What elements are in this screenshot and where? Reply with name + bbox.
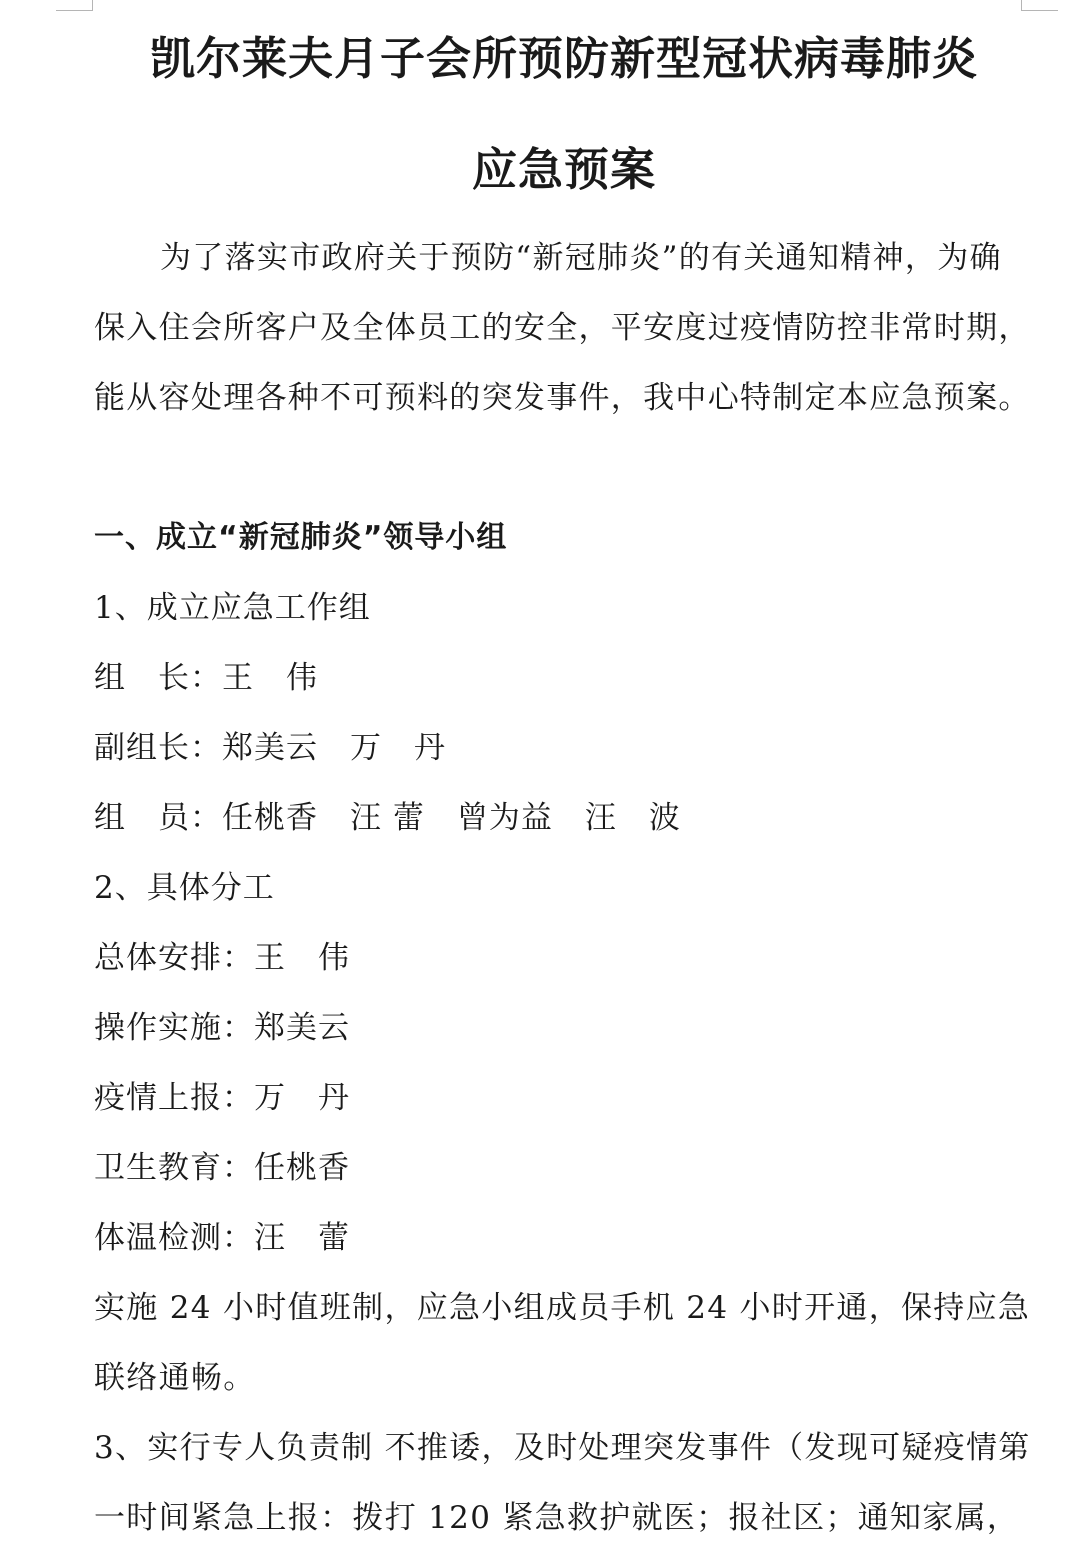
item-responsibility-paragraph: 3、实行专人负责制 不推诿，及时处理突发事件（发现可疑疫情第一时间紧急上报：拨打 120 紧急救护就医；报社区；通知家属， (94, 1430, 1031, 1536)
document-title-line2: 应急预案 (471, 143, 656, 196)
duty-education: 卫生教育：任桃香 (94, 1150, 350, 1186)
document-title-line1: 凯尔莱夫月子会所预防新型冠状病毒肺炎 (149, 32, 978, 85)
leader-line: 组 长：王 伟 (94, 660, 318, 696)
section-heading-leadership-group: 一、成立“新冠肺炎”领导小组 (94, 520, 508, 555)
item-emergency-work-group: 1、成立应急工作组 (94, 590, 371, 626)
intro-paragraph: 为了落实市政府关于预防“新冠肺炎”的有关通知精神，为确保入住会所客户及全体员工的安全，平安度过疫情防控非常时期，能从容处理各种不可预料的突发事件，我中心特制定本应急预案。 (94, 240, 1031, 416)
duty-overall: 总体安排：王 伟 (94, 940, 350, 976)
item-division-of-labor: 2、具体分工 (94, 870, 275, 906)
crop-mark-left (56, 0, 93, 11)
duty-temperature: 体温检测：汪 蕾 (94, 1220, 350, 1256)
deputy-leader-line: 副组长：郑美云 万 丹 (94, 730, 446, 766)
duty-schedule-paragraph: 实施 24 小时值班制，应急小组成员手机 24 小时开通，保持应急联络通畅。 (94, 1290, 1031, 1396)
duty-report: 疫情上报：万 丹 (94, 1080, 350, 1116)
members-line: 组 员：任桃香 汪 蕾 曾为益 汪 波 (94, 800, 681, 836)
duty-operation: 操作实施：郑美云 (94, 1010, 350, 1046)
crop-mark-right (1021, 0, 1058, 11)
